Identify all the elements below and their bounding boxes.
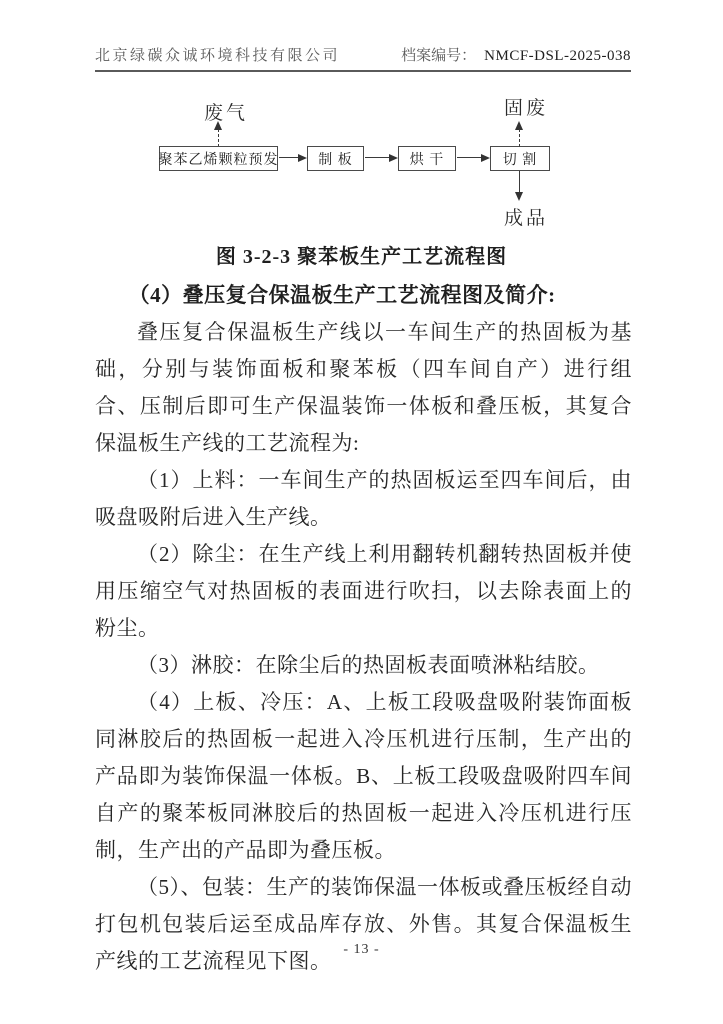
arrow-line-product bbox=[519, 171, 520, 193]
section-heading: （4）叠压复合保温板生产工艺流程图及简介: bbox=[128, 283, 556, 307]
flow-box-board-forming: 制 板 bbox=[307, 146, 364, 171]
arrow-head-2 bbox=[389, 154, 398, 162]
solid-waste-label: 固废 bbox=[504, 98, 549, 119]
flow-box-pre-expansion: 聚苯乙烯颗粒预发 bbox=[159, 146, 278, 171]
process-flow-diagram bbox=[0, 0, 723, 235]
arrow-head-3 bbox=[481, 154, 490, 162]
arrow-head-product bbox=[515, 192, 523, 201]
flow-box-drying: 烘 干 bbox=[398, 146, 456, 171]
waste-gas-label: 废气 bbox=[204, 103, 249, 124]
product-label: 成品 bbox=[504, 208, 549, 229]
archive-number-label: 档案编号： bbox=[401, 48, 477, 64]
body-text bbox=[95, 277, 632, 980]
paragraph-step-2-dedusting: （2）除尘：在生产线上利用翻转机翻转热固板并使用压缩空气对热固板的表面进行吹扫，以去除表面上的粉尘。 bbox=[95, 542, 632, 640]
arrow-head-1 bbox=[298, 154, 307, 162]
paragraph-step-4-pressing: （4）上板、冷压：A、上板工段吸盘吸附装饰面板同淋胶后的热固板一起进入冷压机进行压制，生产出的产品即为装饰保温一体板。B、上板工段吸盘吸附四车间自产的聚苯板同淋胶后的热固板一起进入冷压机进行压制，生产出的产品即为叠压板。 bbox=[95, 690, 632, 862]
paragraph-step-5-packing: （5）、包装：生产的装饰保温一体板或叠压板经自动打包机包装后运至成品库存放、外售。其复合保温板生产线的工艺流程见下图。 bbox=[95, 875, 632, 973]
arrow-line-1 bbox=[279, 157, 299, 158]
arrow-line-3 bbox=[457, 157, 482, 158]
flow-box-cutting: 切 割 bbox=[490, 146, 550, 171]
dashed-arrow-waste-gas bbox=[218, 129, 219, 147]
company-name: 北京绿碳众诚环境科技有限公司 bbox=[95, 48, 341, 64]
paragraph-intro: 叠压复合保温板生产线以一车间生产的热固板为基础，分别与装饰面板和聚苯板（四车间自产）进行组合、压制后即可生产保温装饰一体板和叠压板，其复合保温板生产线的工艺流程为: bbox=[95, 320, 632, 455]
paragraph-step-3-gluing: （3）淋胶：在除尘后的热固板表面喷淋粘结胶。 bbox=[137, 653, 600, 677]
dashed-arrow-solid-waste bbox=[519, 129, 520, 147]
figure-caption: 图 3-2-3 聚苯板生产工艺流程图 bbox=[215, 246, 508, 268]
arrow-line-2 bbox=[365, 157, 390, 158]
page-number: - 13 - bbox=[343, 942, 380, 957]
archive-number-value: NMCF-DSL-2025-038 bbox=[484, 48, 631, 64]
paragraph-step-1-loading: （1）上料：一车间生产的热固板运至四车间后，由吸盘吸附后进入生产线。 bbox=[95, 468, 632, 529]
